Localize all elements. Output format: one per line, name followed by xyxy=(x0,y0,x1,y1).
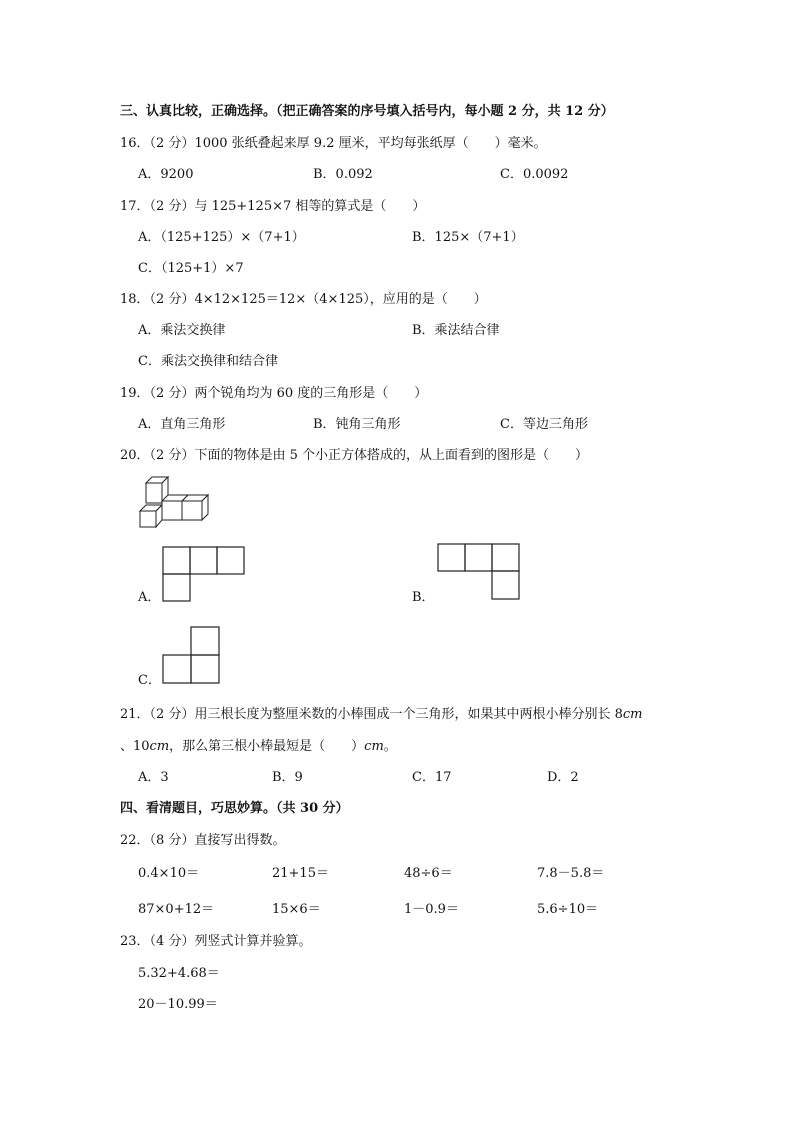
question-18-option-a[interactable]: A．乘法交换律 xyxy=(138,323,226,338)
calc-item: 0.4×10＝ xyxy=(138,866,200,881)
question-20-stem: 20．（2 分）下面的物体是由 5 个小正方体搭成的，从上面看到的图形是（ ） xyxy=(120,448,588,463)
question-17-option-b[interactable]: B．125×（7+1） xyxy=(412,230,524,245)
calc-item: 7.8－5.8＝ xyxy=(537,866,605,881)
calc-item: 5.6÷10＝ xyxy=(537,902,599,917)
cube-stack-figure xyxy=(136,473,216,528)
question-20-option-a[interactable]: A． xyxy=(138,590,161,605)
question-16-stem: 16．（2 分）1000 张纸叠起来厚 9.2 厘米，平均每张纸厚（ ）毫米。 xyxy=(120,136,547,151)
question-21-stem-line1: 21．（2 分）用三根长度为整厘米数的小棒围成一个三角形，如果其中两根小棒分别长 8cm xyxy=(120,707,643,722)
section-3-heading: 三、认真比较，正确选择。（把正确答案的序号填入括号内，每小题 2 分，共 12 分） xyxy=(120,104,614,119)
question-18-option-c[interactable]: C．乘法交换律和结合律 xyxy=(138,354,278,369)
question-16-option-a[interactable]: A．9200 xyxy=(138,167,194,182)
question-19-option-b[interactable]: B．钝角三角形 xyxy=(313,417,401,432)
question-21-option-d[interactable]: D．2 xyxy=(547,770,579,785)
calc-item: 21+15＝ xyxy=(272,866,329,881)
question-19-option-a[interactable]: A．直角三角形 xyxy=(138,417,226,432)
calc-item: 15×6＝ xyxy=(272,902,321,917)
question-18-option-b[interactable]: B．乘法结合律 xyxy=(412,323,500,338)
calc-item: 48÷6＝ xyxy=(404,866,453,881)
option-b-grid-figure xyxy=(437,543,521,601)
section-4-heading: 四、看清题目，巧思妙算。（共 30 分） xyxy=(120,801,349,816)
question-16-option-b[interactable]: B．0.092 xyxy=(313,167,373,182)
question-20-option-c[interactable]: C． xyxy=(138,673,161,688)
option-c-grid-figure xyxy=(162,626,220,684)
question-21-option-c[interactable]: C．17 xyxy=(412,770,452,785)
calc-item: 87×0+12＝ xyxy=(138,902,215,917)
vertical-calc-item-1: 5.32+4.68＝ xyxy=(138,966,220,981)
option-a-grid-figure xyxy=(162,546,246,602)
question-17-option-a[interactable]: A．（125+125）×（7+1） xyxy=(138,230,305,245)
question-18-stem: 18．（2 分）4×12×125＝12×（4×125），应用的是（ ） xyxy=(120,292,487,307)
question-23-stem: 23．（4 分）列竖式计算并验算。 xyxy=(120,934,312,949)
question-19-option-c[interactable]: C．等边三角形 xyxy=(500,417,588,432)
question-17-option-c[interactable]: C．（125+1）×7 xyxy=(138,261,244,276)
question-17-stem: 17．（2 分）与 125+125×7 相等的算式是（ ） xyxy=(120,199,426,214)
question-21-option-b[interactable]: B．9 xyxy=(272,770,303,785)
calc-item: 1－0.9＝ xyxy=(404,902,459,917)
question-21-stem-line2: 、10cm，那么第三根小棒最短是（ ）cm。 xyxy=(120,739,397,754)
question-21-option-a[interactable]: A．3 xyxy=(138,770,169,785)
question-16-option-c[interactable]: C．0.0092 xyxy=(500,167,569,182)
question-19-stem: 19．（2 分）两个锐角均为 60 度的三角形是（ ） xyxy=(120,386,428,401)
question-20-option-b[interactable]: B． xyxy=(412,590,435,605)
question-22-stem: 22．（8 分）直接写出得数。 xyxy=(120,833,286,848)
vertical-calc-item-2: 20－10.99＝ xyxy=(138,997,218,1012)
cube-bottom-right xyxy=(182,495,208,520)
